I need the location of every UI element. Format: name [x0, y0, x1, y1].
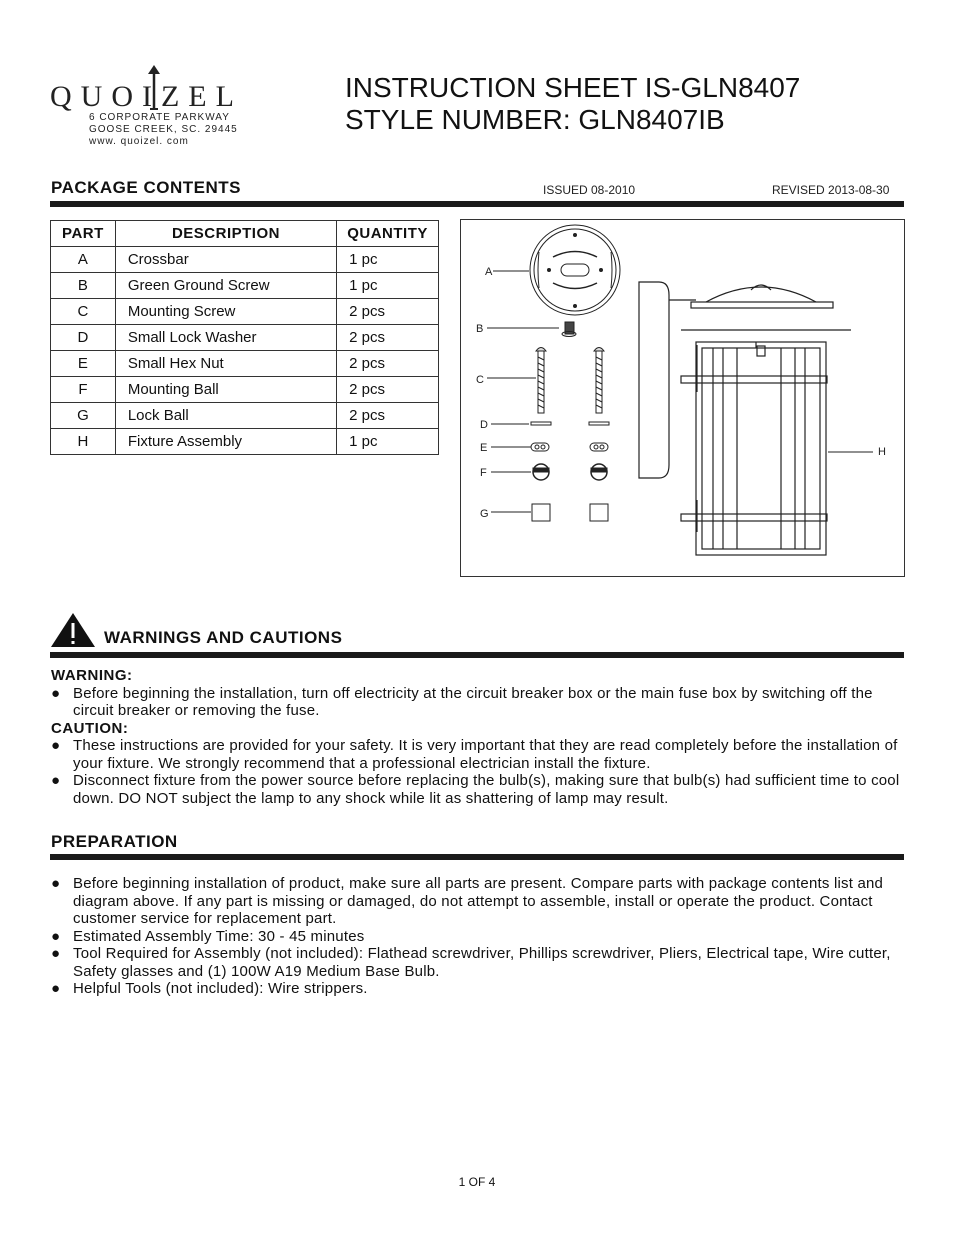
fixture-assembly-icon [639, 282, 851, 555]
issued-date: ISSUED 08-2010 [543, 183, 636, 197]
bullet-icon: ● [51, 980, 61, 997]
label-c: C [476, 374, 484, 386]
warnings-heading: WARNINGS AND CAUTIONS [104, 628, 343, 647]
label-e: E [480, 442, 488, 454]
page-number: 1 OF 4 [458, 1175, 496, 1189]
caution-label: CAUTION: [51, 719, 129, 737]
part-letter: G [51, 403, 116, 429]
warning-text: Before beginning the installation, turn off electricity at the circuit breaker box or the main fuse box by switching off the circuit breaker or removing the fuse. [73, 684, 873, 719]
preparation-text: Before beginning installation of product, make sure all parts are present. Compare parts with package contents list and diagram above. If any part is missing or damaged, do not attempt to assemble, install or operate the product. Contact customer service for replacement part. [73, 875, 884, 927]
part-description: Crossbar [115, 247, 336, 273]
bullet-icon: ● [51, 927, 61, 945]
address-line: GOOSE CREEK, SC. 29445 [89, 124, 238, 135]
list-item [51, 980, 911, 998]
list-item [51, 685, 911, 720]
list-item [51, 772, 911, 807]
company-logo: QUOIZEL [50, 80, 243, 113]
address-line: 6 CORPORATE PARKWAY [89, 112, 230, 123]
hex-nut-icon [531, 443, 549, 451]
part-quantity: 2 pcs [337, 351, 439, 377]
bullet-icon: ● [51, 772, 61, 789]
table-row [51, 299, 439, 325]
label-h: H [878, 446, 886, 458]
part-letter: B [51, 273, 116, 299]
mounting-screw-icon [594, 348, 604, 414]
hex-nut-icon [590, 443, 608, 451]
section-divider [50, 652, 904, 658]
label-b: B [476, 323, 484, 335]
part-quantity: 1 pc [337, 247, 439, 273]
ground-screw-icon [562, 322, 576, 337]
preparation-text: Helpful Tools (not included): Wire strippers. [73, 980, 368, 997]
table-row [51, 403, 439, 429]
instruction-sheet-title: INSTRUCTION SHEET IS-GLN8407 [345, 72, 801, 103]
part-letter: C [51, 299, 116, 325]
lamp-icon [143, 64, 165, 112]
label-d: D [480, 419, 488, 431]
table-row [51, 377, 439, 403]
label-a: A [485, 266, 493, 278]
part-quantity: 2 pcs [337, 377, 439, 403]
list-item [51, 737, 911, 772]
bullet-icon: ● [51, 737, 61, 754]
caution-text: Disconnect fixture from the power source before replacing the bulb(s), making sure that bulb(s) had sufficient time to cool down. DO NOT subject the lamp to any shock while lit as shattering of lamp may result. [73, 772, 900, 807]
lock-ball-icon [590, 504, 608, 521]
parts-diagram [460, 219, 905, 577]
part-letter: F [51, 377, 116, 403]
part-quantity: 1 pc [337, 273, 439, 299]
label-f: F [480, 467, 487, 479]
bullet-icon: ● [51, 875, 61, 892]
part-description: Small Lock Washer [115, 325, 336, 351]
preparation-text: Tool Required for Assembly (not included): Flathead screwdriver, Phillips screwdriver, Pliers, Electrical tape, Wire cutter, Safety glasses and (1) 100W A19 Medium Base Bulb. [73, 945, 891, 980]
mounting-screw-icon [536, 348, 546, 414]
table-row [51, 351, 439, 377]
list-item [51, 875, 911, 928]
mounting-ball-icon [591, 464, 607, 480]
section-divider [50, 201, 904, 207]
list-item [51, 928, 911, 946]
lock-ball-icon [532, 504, 550, 521]
style-number-title: STYLE NUMBER: GLN8407IB [345, 104, 725, 135]
revised-date: REVISED 2013-08-30 [772, 183, 890, 197]
preparation-text: Estimated Assembly Time: 30 - 45 minutes [73, 927, 365, 945]
part-description: Small Hex Nut [115, 351, 336, 377]
warning-label: WARNING: [51, 667, 133, 684]
column-header: PART [51, 221, 116, 247]
table-row [51, 429, 439, 455]
table-header-row [51, 221, 439, 247]
bullet-icon: ● [51, 945, 61, 962]
company-address [89, 112, 238, 148]
column-header: DESCRIPTION [115, 221, 336, 247]
part-description: Lock Ball [115, 403, 336, 429]
part-quantity: 2 pcs [337, 403, 439, 429]
part-description: Green Ground Screw [115, 273, 336, 299]
preparation-body [51, 875, 911, 998]
document-title [345, 72, 800, 136]
parts-table [50, 220, 439, 455]
parts-diagram-drawing [461, 220, 904, 576]
warning-triangle-icon [50, 612, 96, 648]
part-quantity: 2 pcs [337, 325, 439, 351]
part-letter: H [51, 429, 116, 455]
table-row [51, 247, 439, 273]
warnings-body [51, 667, 911, 807]
preparation-heading: PREPARATION [51, 832, 178, 851]
section-divider [50, 854, 904, 860]
part-quantity: 1 pc [337, 429, 439, 455]
website: www. quoizel. com [89, 136, 189, 147]
part-letter: A [51, 247, 116, 273]
part-description: Mounting Ball [115, 377, 336, 403]
lock-washer-icon [589, 422, 609, 425]
caution-text: These instructions are provided for your safety. It is very important that they are read completely before the installation of your fixture. We strongly recommend that a professional electrician install the fixture. [73, 737, 898, 772]
bullet-icon: ● [51, 684, 61, 702]
crossbar-plate-icon [530, 225, 620, 315]
part-description: Fixture Assembly [115, 429, 336, 455]
part-quantity: 2 pcs [337, 299, 439, 325]
lock-washer-icon [531, 422, 551, 425]
package-contents-heading: PACKAGE CONTENTS [51, 178, 241, 197]
part-letter: D [51, 325, 116, 351]
label-g: G [480, 508, 489, 520]
column-header: QUANTITY [337, 221, 439, 247]
list-item [51, 945, 911, 980]
part-description: Mounting Screw [115, 299, 336, 325]
mounting-ball-icon [533, 464, 549, 480]
table-row [51, 325, 439, 351]
table-row [51, 273, 439, 299]
part-letter: E [51, 351, 116, 377]
